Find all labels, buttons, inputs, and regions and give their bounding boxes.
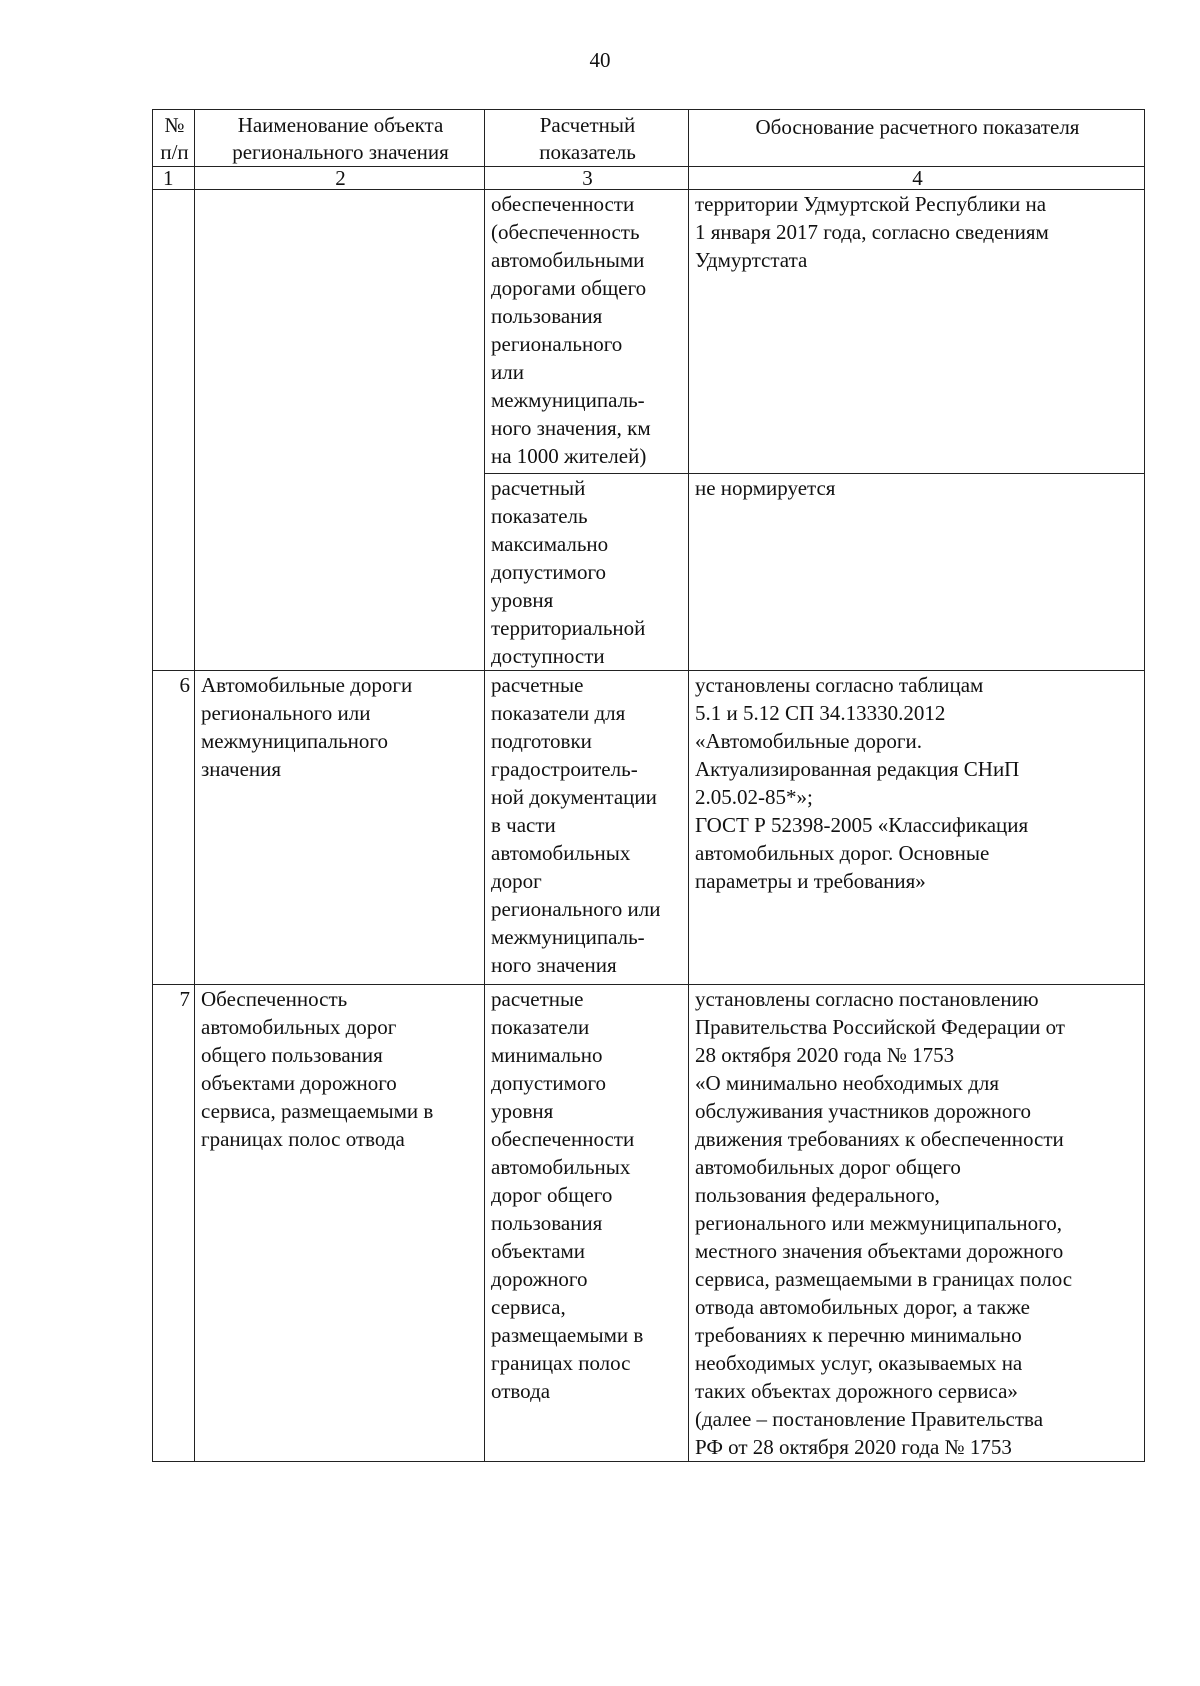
indicator-cell: расчетные показатели для подготовки градостроитель- ной документации в части автомобильных дорог регионального или межмуниципаль- ного значения <box>485 671 689 985</box>
indicator-cell: обеспеченности (обеспеченность автомобильными дорогами общего пользования регионального или межмуниципаль- ного значения, км на 1000 жителей) <box>485 190 689 474</box>
header-indicator: Расчетный показатель <box>485 110 689 167</box>
column-index: 2 <box>195 167 485 190</box>
regional-objects-table <box>152 109 1145 1462</box>
object-name-cell: Автомобильные дороги регионального или межмуниципального значения <box>195 671 485 985</box>
table-header-row <box>153 110 1145 167</box>
header-object-name: Наименование объекта регионального значения <box>195 110 485 167</box>
column-index: 1 <box>153 167 195 190</box>
justification-cell: установлены согласно постановлению Правительства Российской Федерации от 28 октября 2020 года № 1753 «О минимально необходимых для обслуживания участников дорожного движения требованиях к обеспеченности автомобильных дорог общего пользования федерального, регионального или межмуниципального, местного значения объектами дорожного сервиса, размещаемыми в границах полос отвода автомобильных дорог, а также требованиях к перечню минимально необходимых услуг, оказываемых на таких объектах дорожного сервиса» (далее – постановление Правительства РФ от 28 октября 2020 года № 1753 <box>689 985 1145 1462</box>
justification-cell: территории Удмуртской Республики на 1 января 2017 года, согласно сведениям Удмуртстата <box>689 190 1145 474</box>
column-index-row <box>153 167 1145 190</box>
table-row <box>153 671 1145 985</box>
justification-cell: установлены согласно таблицам 5.1 и 5.12 СП 34.13330.2012 «Автомобильные дороги. Актуализированная редакция СНиП 2.05.02-85*»; ГОСТ Р 52398-2005 «Классификация автомобильных дорог. Основные параметры и требования» <box>689 671 1145 985</box>
justification-cell: не нормируется <box>689 474 1145 671</box>
column-index: 4 <box>689 167 1145 190</box>
table-row <box>153 190 1145 474</box>
row-number-cell: 7 <box>153 985 195 1462</box>
indicator-cell: расчетные показатели минимально допустимого уровня обеспеченности автомобильных дорог общего пользования объектами дорожного сервиса, размещаемыми в границах полос отвода <box>485 985 689 1462</box>
row-number-cell <box>153 190 195 671</box>
table-row <box>153 985 1145 1462</box>
column-index: 3 <box>485 167 689 190</box>
object-name-cell: Обеспеченность автомобильных дорог общего пользования объектами дорожного сервиса, размещаемыми в границах полос отвода <box>195 985 485 1462</box>
indicator-cell: расчетный показатель максимально допустимого уровня территориальной доступности <box>485 474 689 671</box>
header-justification: Обоснование расчетного показателя <box>689 110 1145 167</box>
page-number: 40 <box>589 48 611 72</box>
header-number: № п/п <box>153 110 195 167</box>
row-number-cell: 6 <box>153 671 195 985</box>
object-name-cell <box>195 190 485 671</box>
